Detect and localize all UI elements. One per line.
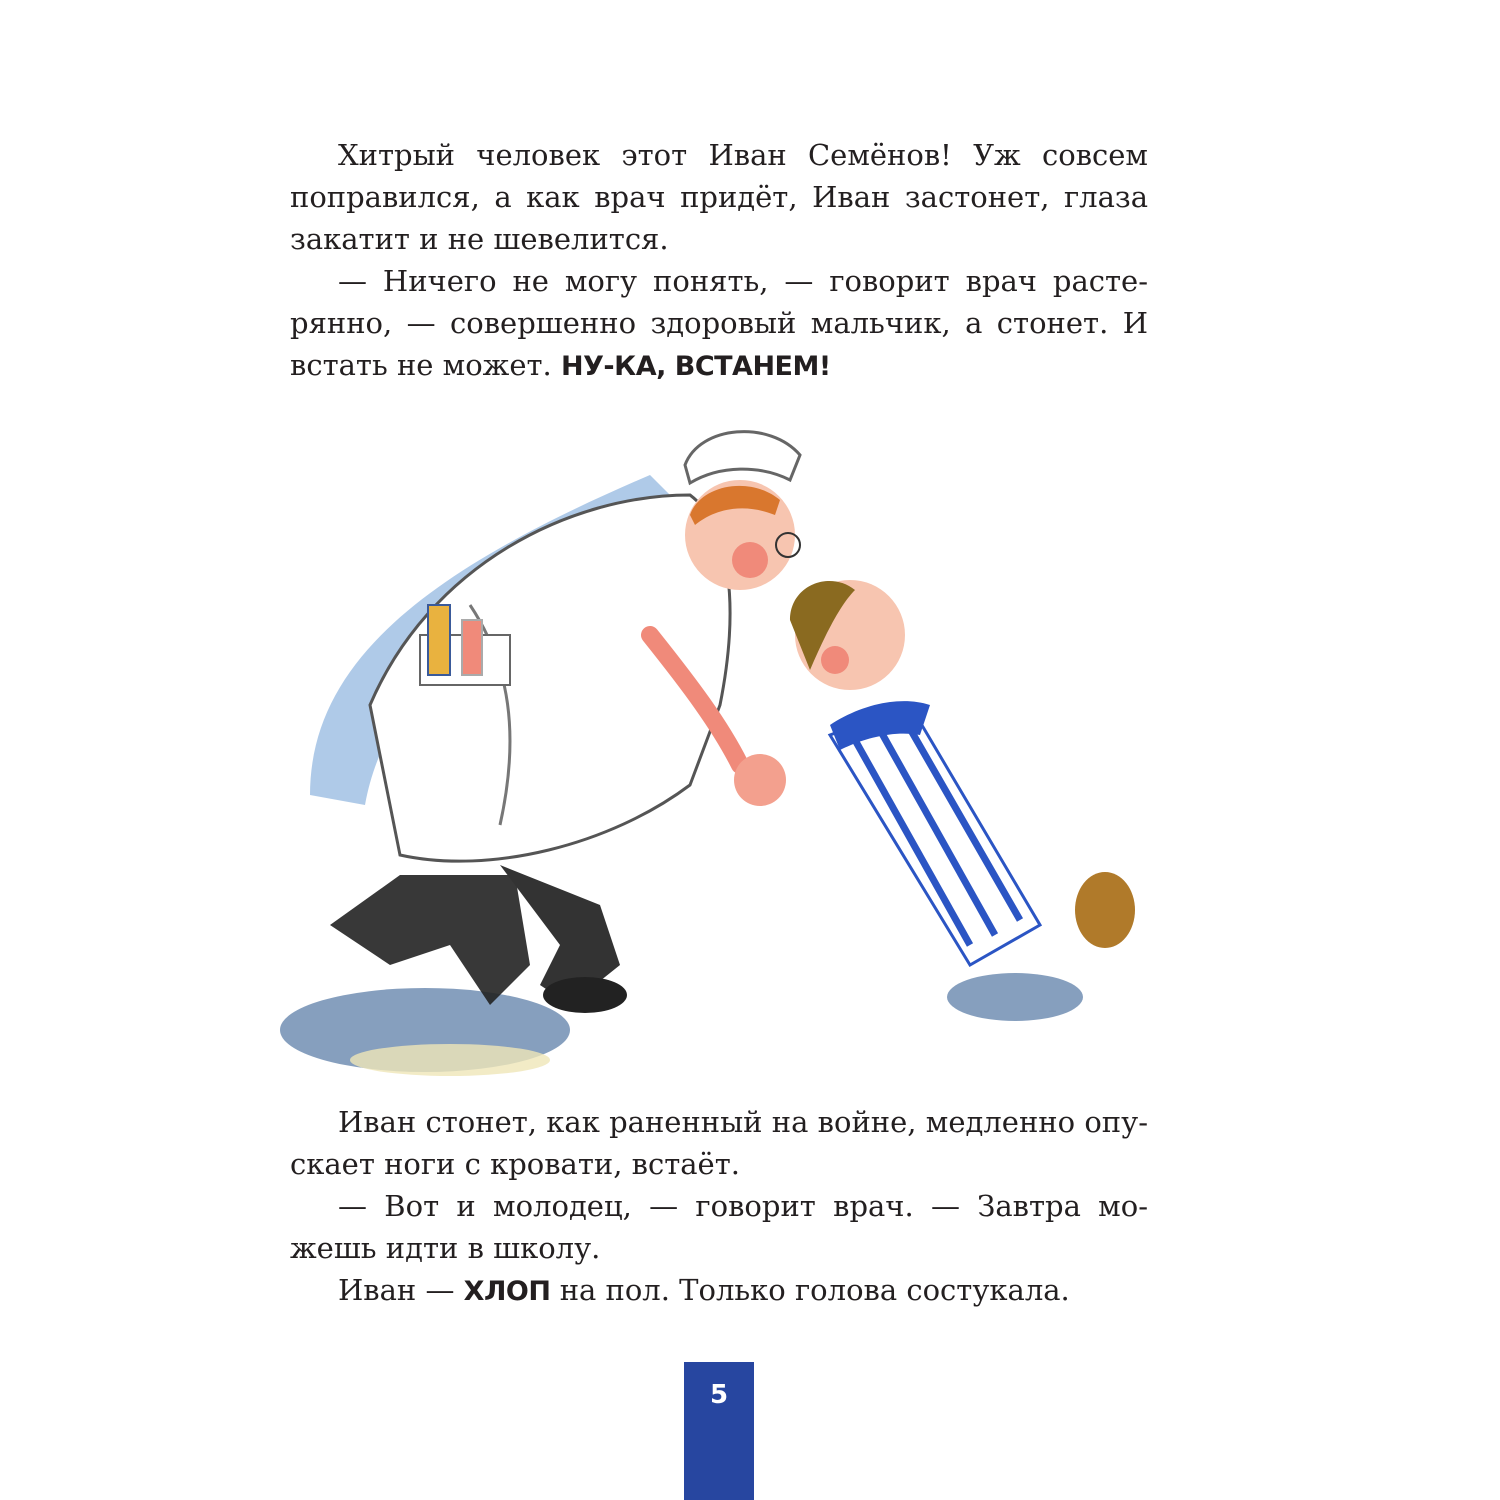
boy-shoes (1075, 872, 1135, 948)
paragraph-3 (290, 1101, 1148, 1185)
paragraph-5-after: на пол. Только голова состукала. (559, 1273, 1070, 1307)
shout-khlop: ХЛОП (463, 1276, 551, 1307)
floor-shadow-right (947, 973, 1083, 1021)
paragraph-5 (290, 1269, 1148, 1313)
doctor-and-boy-illustration (270, 405, 1170, 1105)
paragraph-4-text: — Вот и молодец, — говорит врач. — Завтра можешь идти в школу. (290, 1189, 1148, 1265)
paragraph-1-text: Хитрый человек этот Иван Семёнов! Уж совсем поправился, а как врач придёт, Иван застонет, глаза закатит и не шевелится. (290, 138, 1148, 256)
bottle-yellow (428, 605, 450, 675)
doctor-leg-back (330, 875, 530, 1005)
floor-highlight-left (350, 1044, 550, 1076)
paragraph-2-text: — Ничего не могу понять, — говорит врач растерянно, — совершенно здоровый мальчик, а стонет. И встать не может. (290, 264, 1148, 382)
text-block-bottom (290, 1101, 1148, 1313)
paragraph-1 (290, 134, 1148, 260)
paragraph-3-text: Иван стонет, как раненный на войне, медленно опускает ноги с кровати, встаёт. (290, 1105, 1148, 1181)
text-block-top (290, 134, 1148, 388)
paragraph-4 (290, 1185, 1148, 1269)
page-number-tab (684, 1362, 754, 1500)
page-number: 5 (709, 1380, 729, 1410)
bottle-red (462, 620, 482, 675)
paragraph-5-before: Иван — (338, 1273, 455, 1307)
doctor-hands (734, 754, 786, 806)
paragraph-2 (290, 260, 1148, 388)
doctor-cheek (732, 542, 768, 578)
doctor-shoe-front (543, 977, 627, 1013)
boy-cheek (821, 646, 849, 674)
shout-nu-ka-vstanem: НУ-КА, ВСТАНЕМ! (561, 351, 831, 382)
doctor-cap (685, 432, 800, 483)
